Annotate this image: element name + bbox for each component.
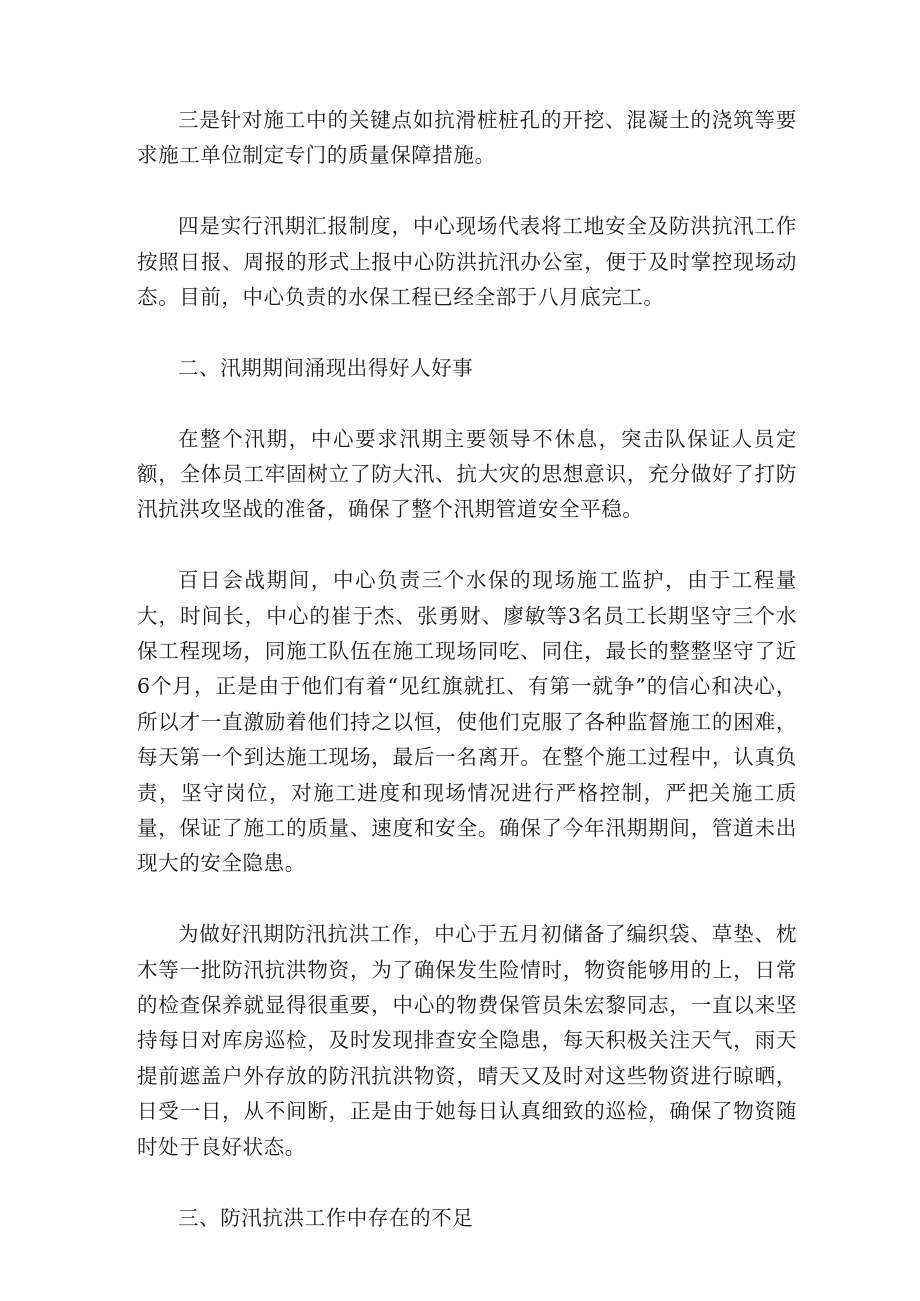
paragraph-flood-reporting: 四是实行汛期汇报制度，中心现场代表将工地安全及防洪抗汛工作按照日报、周报的形式上报中心防洪抗汛办公室，便于及时掌控现场动态。目前，中心负责的水保工程已经全部于八月底完工。 [137,214,797,310]
paragraph-key-points: 三是针对施工中的关键点如抗滑桩桩孔的开挖、混凝土的浇筑等要求施工单位制定专门的质量保障措施。 [137,108,797,168]
section-heading-good-deeds: 二、汛期期间涌现出得好人好事 [178,355,474,380]
paragraph-hundred-day-campaign: 百日会战期间，中心负责三个水保的现场施工监护，由于工程量大，时间长，中心的崔于杰、张勇财、廖敏等3名员工长期坚守三个水保工程现场，同施工队伍在施工现场同吃、同住，最长的整整坚守了近6个月，正是由于他们有着“见红旗就扛、有第一就争”的信心和决心，所以才一直激励着他们持之以恒，使他们克服了各种监督施工的困难，每天第一个到达施工现场，最后一名离开。在整个施工过程中，认真负责，坚守岗位，对施工进度和现场情况进行严格控制，严把关施工质量，保证了施工的质量、速度和安全。确保了今年汛期期间，管道未出现大的安全隐患。 [137,568,797,876]
document-body [137,103,797,1271]
paragraph-flood-season-readiness: 在整个汛期，中心要求汛期主要领导不休息，突击队保证人员定额，全体员工牢固树立了防大汛、抗大灾的思想意识，充分做好了打防汛抗洪攻坚战的准备，确保了整个汛期管道安全平稳。 [137,426,797,522]
section-heading-shortcomings: 三、防汛抗洪工作中存在的不足 [178,1205,474,1230]
paragraph-flood-materials: 为做好汛期防汛抗洪工作，中心于五月初储备了编织袋、草垫、枕木等一批防汛抗洪物资，为了确保发生险情时，物资能够用的上，日常的检查保养就显得很重要，中心的物费保管员朱宏黎同志，一直以来坚持每日对库房巡检，及时发现排查安全隐患，每天积极关注天气，雨天提前遮盖户外存放的防汛抗洪物资，晴天又及时对这些物资进行晾晒，日受一日，从不间断，正是由于她每日认真细致的巡检，确保了物资随时处于良好状态。 [137,922,797,1159]
